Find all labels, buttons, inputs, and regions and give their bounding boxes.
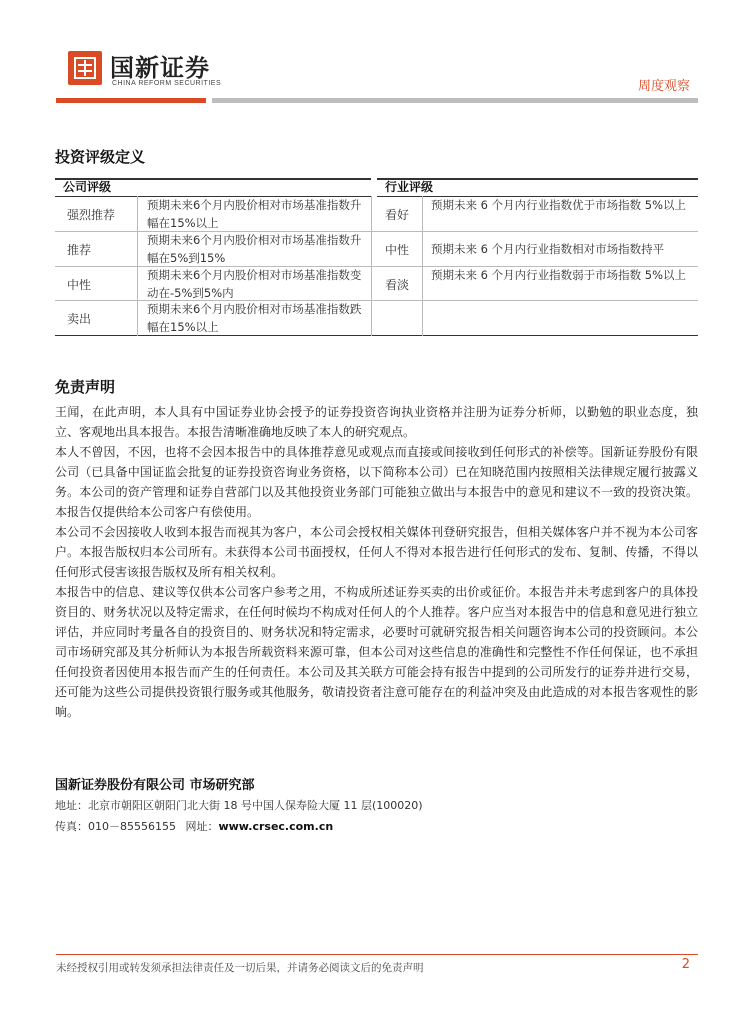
company-rating-label: 中性 [67, 278, 92, 292]
company-rating-label: 卖出 [67, 312, 92, 326]
fax-value: 010－85556155 [88, 820, 176, 833]
industry-rating-desc: 预期未来 6 个月内行业指数弱于市场指数 5%以上 [431, 268, 687, 282]
website-label: 网址： [185, 820, 219, 833]
fax-label: 传真： [55, 820, 88, 833]
header-rule [212, 98, 698, 103]
footer-rule [56, 954, 698, 955]
industry-rating-label: 中性 [385, 243, 410, 257]
industry-rating-header: 行业评级 [385, 180, 434, 194]
footer-notice: 未经授权引用或转发须承担法律责任及一切后果，并请务必阅读文后的免责声明 [56, 962, 424, 974]
address-label: 地址： [55, 799, 88, 812]
disclaimer-paragraph: 本公司不会因接收人收到本报告而视其为客户，本公司会授权相关媒体刊登研究报告，但相关媒体客户并不视为本公司客户。本报告版权归本公司所有。未获得本公司书面授权，任何人不得对本报告进行任何形式的发布、复制、传播，不得以任何形式侵害该报告版权及所有相关权利。 [55, 525, 698, 579]
rating-section-title: 投资评级定义 [55, 148, 146, 166]
industry-rating-desc: 预期未来 6 个月内行业指数相对市场指数持平 [431, 242, 665, 256]
company-rating-desc: 预期未来6个月内股价相对市场基准指数升幅在15%以上 [147, 198, 362, 230]
company-address [55, 797, 423, 813]
company-rating-header: 公司评级 [63, 180, 112, 194]
address-value: 北京市朝阳区朝阳门北大街 18 号中国人保寿险大厦 11 层(100020) [88, 799, 423, 812]
disclaimer-body [55, 402, 698, 722]
brand-name: 国新证券 [110, 54, 210, 82]
industry-rating-desc: 预期未来 6 个月内行业指数优于市场指数 5%以上 [431, 198, 687, 212]
disclaimer-paragraph: 王闻，在此声明，本人具有中国证券业协会授予的证券投资咨询执业资格并注册为证券分析师，以勤勉的职业态度，独立、客观地出具本报告。本报告清晰准确地反映了本人的研究观点。 [55, 405, 698, 439]
company-rating-desc: 预期未来6个月内股价相对市场基准指数跌幅在15%以上 [147, 302, 362, 334]
disclaimer-paragraph: 本人不曾因，不因，也将不会因本报告中的具体推荐意见或观点而直接或间接收到任何形式的补偿等。国新证券股份有限公司（已具备中国证监会批复的证券投资咨询业务资格，以下简称本公司）已在知晓范围内按照相关法律规定履行披露义务。本公司的资产管理和证券自营部门以及其他投资业务部门可能独立做出与本报告中的意见和建议不一致的投资决策。本报告仅提供给本公司客户有偿使用。 [55, 445, 698, 519]
company-name: 国新证券股份有限公司 市场研究部 [55, 778, 255, 793]
page-number: 2 [681, 957, 690, 972]
company-rating-desc: 预期未来6个月内股价相对市场基准指数变动在-5%到5%内 [147, 268, 362, 300]
website-link[interactable]: www.crsec.com.cn [218, 820, 334, 833]
report-type-label: 周度观察 [637, 79, 690, 94]
company-logo-icon [68, 51, 102, 85]
company-rating-label: 强烈推荐 [67, 208, 116, 222]
company-rating-desc: 预期未来6个月内股价相对市场基准指数升幅在5%到15% [147, 233, 362, 265]
industry-rating-label: 看淡 [385, 278, 410, 292]
rating-definition-table [55, 178, 698, 336]
brand-english-name: CHINA REFORM SECURITIES [112, 80, 222, 87]
industry-rating-label: 看好 [385, 208, 410, 222]
header-rule-accent [56, 98, 206, 103]
disclaimer-paragraph: 本报告中的信息、建议等仅供本公司客户参考之用，不构成所述证券买卖的出价或征价。本报告并未考虑到客户的具体投资目的、财务状况以及特定需求，在任何时候均不构成对任何人的个人推荐。客户应当对本报告中的信息和意见进行独立评估，并应同时考量各自的投资目的、财务状况和特定需求，必要时可就研究报告相关问题咨询本公司的投资顾问。本公司市场研究部及其分析师认为本报告所载资料来源可靠，但本公司对这些信息的准确性和完整性不作任何保证，也不承担任何投资者因使用本报告而产生的任何责任。本公司及其关联方可能会持有报告中提到的公司所发行的证券并进行交易，还可能为这些公司提供投资银行服务或其他服务，敬请投资者注意可能存在的利益冲突及由此造成的对本报告客观性的影响。 [55, 585, 698, 719]
company-rating-label: 推荐 [67, 243, 92, 257]
company-contact [55, 818, 333, 834]
disclaimer-title: 免责声明 [55, 378, 116, 396]
